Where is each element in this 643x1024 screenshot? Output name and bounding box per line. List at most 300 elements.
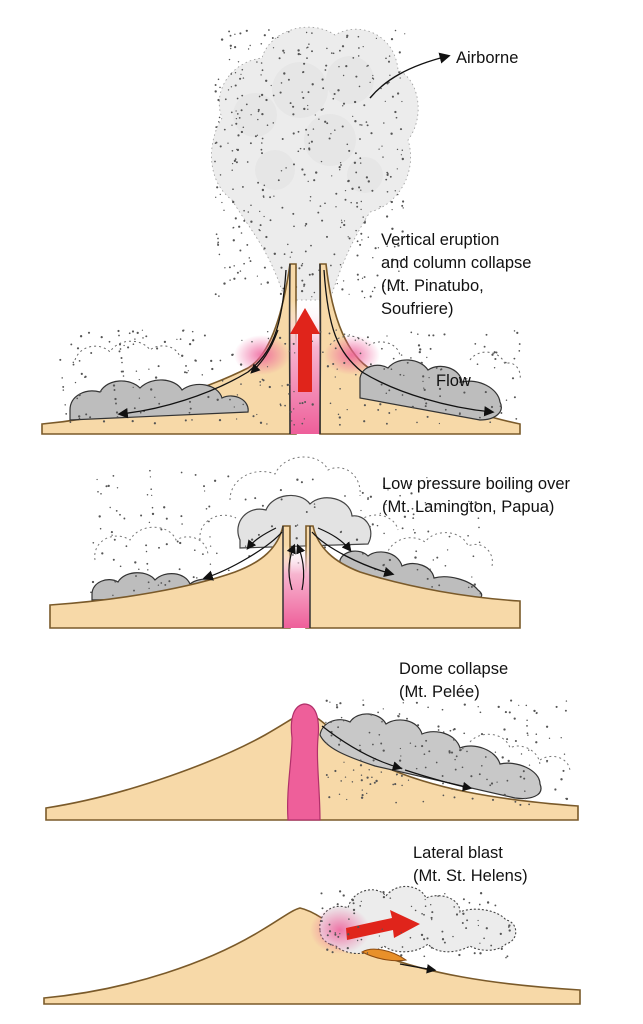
- stipple-dot: [428, 750, 430, 752]
- stipple-dot: [210, 545, 211, 546]
- stipple-dot: [361, 239, 362, 240]
- stipple-dot: [335, 376, 336, 377]
- stipple-dot: [442, 775, 444, 777]
- stipple-dot: [400, 128, 402, 130]
- stipple-dot: [234, 34, 235, 35]
- stipple-dot: [210, 563, 211, 564]
- stipple-dot: [463, 898, 465, 900]
- stipple-dot: [233, 227, 235, 229]
- stipple-dot: [293, 132, 295, 134]
- stipple-dot: [354, 120, 356, 122]
- stipple-dot: [281, 207, 283, 209]
- stipple-dot: [136, 370, 137, 371]
- stipple-dot: [449, 536, 451, 538]
- stipple-dot: [320, 331, 322, 333]
- pink-glow-left: [234, 335, 290, 375]
- stipple-dot: [468, 587, 470, 589]
- stipple-dot: [293, 408, 294, 409]
- lateral-blast-title: [413, 842, 528, 888]
- stipple-dot: [509, 929, 511, 931]
- stipple-dot: [554, 788, 556, 790]
- stipple-dot: [298, 267, 300, 269]
- stipple-dot: [217, 99, 219, 101]
- stipple-dot: [342, 105, 343, 106]
- stipple-dot: [363, 46, 364, 47]
- stipple-dot: [231, 86, 232, 87]
- stipple-dot: [63, 389, 64, 390]
- stipple-dot: [339, 388, 341, 390]
- stipple-dot: [450, 730, 452, 732]
- stipple-dot: [290, 411, 292, 413]
- stipple-dot: [217, 244, 219, 246]
- stipple-dot: [269, 386, 271, 388]
- stipple-dot: [371, 190, 373, 192]
- stipple-dot: [350, 202, 352, 204]
- stipple-dot: [176, 339, 177, 340]
- stipple-dot: [343, 762, 344, 763]
- stipple-dot: [345, 190, 346, 191]
- stipple-dot: [386, 335, 387, 336]
- stipple-dot: [243, 210, 245, 212]
- stipple-dot: [340, 162, 341, 163]
- stipple-dot: [148, 581, 150, 583]
- stipple-dot: [330, 944, 332, 946]
- stipple-dot: [480, 593, 481, 594]
- stipple-dot: [536, 712, 538, 714]
- stipple-dot: [215, 126, 217, 128]
- stipple-dot: [410, 332, 412, 334]
- stipple-dot: [293, 391, 294, 392]
- stipple-dot: [158, 403, 160, 405]
- stipple-dot: [357, 274, 359, 276]
- stipple-dot: [416, 768, 418, 770]
- stipple-dot: [549, 738, 550, 739]
- stipple-dot: [150, 488, 152, 490]
- stipple-dot: [293, 163, 295, 165]
- stipple-dot: [219, 117, 221, 119]
- stipple-dot: [394, 783, 396, 785]
- stipple-dot: [76, 398, 78, 400]
- stipple-dot: [402, 158, 404, 160]
- stipple-dot: [395, 802, 397, 804]
- stipple-dot: [228, 569, 230, 571]
- stipple-dot: [421, 934, 423, 936]
- stipple-dot: [527, 732, 529, 734]
- stipple-dot: [279, 57, 281, 59]
- stipple-dot: [140, 412, 142, 414]
- stipple-dot: [304, 418, 305, 419]
- stipple-dot: [343, 280, 344, 281]
- stipple-dot: [244, 278, 246, 280]
- stipple-dot: [261, 283, 262, 284]
- stipple-dot: [519, 343, 521, 345]
- stipple-dot: [326, 743, 327, 744]
- stipple-dot: [338, 414, 339, 415]
- stipple-dot: [400, 954, 402, 956]
- stipple-dot: [327, 365, 329, 367]
- stipple-dot: [248, 48, 249, 49]
- stipple-dot: [195, 474, 197, 476]
- stipple-dot: [380, 743, 382, 745]
- stipple-dot: [388, 389, 390, 391]
- stipple-dot: [506, 738, 508, 740]
- stipple-dot: [415, 550, 417, 552]
- stipple-dot: [447, 549, 448, 550]
- stipple-dot: [284, 405, 286, 407]
- stipple-dot: [308, 43, 310, 45]
- stipple-dot: [362, 278, 363, 279]
- stipple-dot: [370, 132, 372, 134]
- stipple-dot: [88, 332, 90, 334]
- stipple-dot: [142, 330, 143, 331]
- stipple-dot: [383, 122, 385, 124]
- stipple-dot: [473, 555, 475, 557]
- stipple-dot: [562, 770, 564, 772]
- stipple-dot: [246, 30, 248, 32]
- stipple-dot: [202, 374, 203, 375]
- stipple-dot: [401, 205, 403, 207]
- stipple-dot: [158, 547, 160, 549]
- stipple-dot: [105, 485, 107, 487]
- stipple-dot: [146, 551, 148, 553]
- stipple-dot: [361, 201, 362, 202]
- stipple-dot: [310, 245, 312, 247]
- stipple-dot: [301, 265, 303, 267]
- stipple-dot: [139, 379, 140, 380]
- stipple-dot: [443, 333, 445, 335]
- stipple-dot: [290, 102, 292, 104]
- stipple-dot: [520, 776, 522, 778]
- stipple-dot: [452, 936, 453, 937]
- stipple-dot: [346, 799, 347, 800]
- stipple-dot: [346, 36, 348, 38]
- stipple-dot: [431, 947, 433, 949]
- stipple-dot: [425, 405, 427, 407]
- stipple-dot: [327, 777, 328, 778]
- stipple-dot: [62, 386, 64, 388]
- stipple-dot: [386, 215, 388, 217]
- stipple-dot: [369, 526, 371, 528]
- stipple-dot: [352, 781, 353, 782]
- stipple-dot: [241, 95, 243, 97]
- stipple-dot: [260, 422, 262, 424]
- stipple-dot: [391, 368, 393, 370]
- stipple-dot: [149, 522, 150, 523]
- stipple-dot: [250, 260, 252, 262]
- stipple-dot: [322, 87, 324, 89]
- stipple-dot: [134, 407, 136, 409]
- stipple-dot: [367, 336, 369, 338]
- stipple-dot: [489, 421, 491, 423]
- stipple-dot: [478, 706, 479, 707]
- stipple-dot: [494, 351, 496, 353]
- stipple-dot: [234, 46, 236, 48]
- stipple-dot: [386, 423, 388, 425]
- stipple-dot: [220, 360, 222, 362]
- stipple-dot: [404, 33, 405, 34]
- stipple-dot: [354, 101, 356, 103]
- stipple-dot: [290, 256, 291, 257]
- stipple-dot: [353, 769, 354, 770]
- stipple-dot: [267, 281, 269, 283]
- stipple-dot: [284, 253, 286, 255]
- stipple-dot: [427, 707, 429, 709]
- stipple-dot: [355, 374, 357, 376]
- stipple-dot: [362, 492, 364, 494]
- stipple-dot: [251, 538, 253, 540]
- stipple-dot: [320, 205, 322, 207]
- stipple-dot: [472, 798, 474, 800]
- stipple-dot: [357, 279, 359, 281]
- dome-title-line-1: Dome collapse: [399, 660, 509, 678]
- stipple-dot: [73, 362, 74, 363]
- stipple-dot: [333, 52, 335, 54]
- stipple-dot: [266, 423, 267, 424]
- stipple-dot: [360, 162, 361, 163]
- stipple-dot: [496, 352, 498, 354]
- stipple-dot: [402, 394, 404, 396]
- stipple-dot: [311, 296, 312, 297]
- stipple-dot: [218, 295, 220, 297]
- stipple-dot: [341, 717, 342, 718]
- stipple-dot: [229, 279, 230, 280]
- stipple-dot: [387, 191, 389, 193]
- stipple-dot: [221, 38, 223, 40]
- stipple-dot: [431, 586, 433, 588]
- stipple-dot: [236, 161, 238, 163]
- stipple-dot: [233, 278, 235, 280]
- stipple-dot: [348, 544, 350, 546]
- stipple-dot: [249, 257, 251, 259]
- stipple-dot: [236, 149, 237, 150]
- stipple-dot: [330, 265, 332, 267]
- stipple-dot: [231, 125, 232, 126]
- stipple-dot: [92, 542, 94, 544]
- stipple-dot: [402, 946, 404, 948]
- lateral-title-line-1: Lateral blast: [413, 844, 503, 862]
- stipple-dot: [424, 389, 426, 391]
- stipple-dot: [232, 150, 234, 152]
- stipple-dot: [326, 122, 328, 124]
- stipple-dot: [326, 48, 328, 50]
- stipple-dot: [303, 108, 305, 110]
- stipple-dot: [386, 393, 388, 395]
- stipple-dot: [195, 360, 197, 362]
- stipple-dot: [399, 759, 401, 761]
- stipple-dot: [242, 69, 244, 71]
- stipple-dot: [217, 399, 219, 401]
- stipple-dot: [509, 711, 511, 713]
- stipple-dot: [313, 179, 315, 181]
- stipple-dot: [145, 544, 147, 546]
- stipple-dot: [246, 104, 248, 106]
- stipple-dot: [361, 901, 362, 902]
- stipple-dot: [360, 353, 362, 355]
- stipple-dot: [298, 131, 300, 133]
- stipple-dot: [120, 348, 122, 350]
- stipple-dot: [485, 391, 487, 393]
- stipple-dot: [516, 332, 518, 334]
- stipple-dot: [132, 420, 134, 422]
- stipple-dot: [480, 711, 482, 713]
- stipple-dot: [339, 169, 340, 170]
- stipple-dot: [182, 330, 184, 332]
- stipple-dot: [315, 114, 316, 115]
- stipple-dot: [303, 63, 305, 65]
- stipple-dot: [500, 933, 502, 935]
- stipple-dot: [360, 764, 362, 766]
- stipple-dot: [227, 475, 229, 477]
- stipple-dot: [271, 85, 272, 86]
- stipple-dot: [261, 113, 263, 115]
- stipple-dot: [356, 206, 358, 208]
- stipple-dot: [514, 718, 516, 720]
- stipple-dot: [242, 186, 244, 188]
- stipple-dot: [362, 704, 364, 706]
- stipple-dot: [358, 55, 360, 57]
- stipple-dot: [526, 725, 528, 727]
- stipple-dot: [486, 927, 488, 929]
- stipple-dot: [487, 901, 489, 903]
- stipple-dot: [250, 204, 252, 206]
- stipple-dot: [359, 157, 361, 159]
- stipple-dot: [264, 267, 266, 269]
- stipple-dot: [335, 206, 336, 207]
- stipple-dot: [368, 236, 369, 237]
- stipple-dot: [261, 62, 263, 64]
- stipple-dot: [385, 101, 386, 102]
- stipple-dot: [454, 796, 456, 798]
- stipple-dot: [164, 584, 166, 586]
- stipple-dot: [334, 932, 336, 934]
- boiling-example-line-1: (Mt. Lamington, Papua): [382, 498, 555, 516]
- stipple-dot: [116, 510, 118, 512]
- stipple-dot: [261, 152, 263, 154]
- stipple-dot: [370, 714, 372, 716]
- stipple-dot: [217, 238, 219, 240]
- stipple-dot: [459, 749, 461, 751]
- stipple-dot: [79, 360, 81, 362]
- stipple-dot: [189, 412, 191, 414]
- stipple-dot: [262, 189, 264, 191]
- stipple-dot: [250, 221, 252, 223]
- stipple-dot: [335, 347, 337, 349]
- stipple-dot: [538, 778, 539, 779]
- stipple-dot: [339, 890, 341, 892]
- stipple-dot: [216, 233, 218, 235]
- stipple-dot: [372, 744, 374, 746]
- stipple-dot: [397, 92, 399, 94]
- stipple-dot: [397, 715, 398, 716]
- stipple-dot: [209, 536, 210, 537]
- stipple-dot: [443, 795, 445, 797]
- stipple-dot: [362, 553, 364, 555]
- stipple-dot: [160, 582, 162, 584]
- stipple-dot: [145, 335, 147, 337]
- stipple-dot: [281, 82, 283, 84]
- stipple-dot: [343, 720, 344, 721]
- stipple-dot: [312, 403, 314, 405]
- stipple-dot: [295, 525, 297, 527]
- stipple-dot: [73, 364, 75, 366]
- stipple-dot: [505, 711, 507, 713]
- stipple-dot: [268, 29, 270, 31]
- stipple-dot: [147, 569, 148, 570]
- stipple-dot: [391, 201, 393, 203]
- stipple-dot: [442, 938, 444, 940]
- stipple-dot: [269, 196, 271, 198]
- stipple-dot: [378, 148, 379, 149]
- stipple-dot: [442, 709, 444, 711]
- stipple-dot: [438, 584, 440, 586]
- stipple-dot: [496, 781, 497, 782]
- stipple-dot: [402, 200, 404, 202]
- stipple-dot: [360, 233, 362, 235]
- stipple-dot: [219, 419, 221, 421]
- stipple-dot: [249, 45, 250, 46]
- stipple-dot: [242, 404, 244, 406]
- stipple-dot: [300, 148, 302, 150]
- stipple-dot: [410, 937, 412, 939]
- stipple-dot: [481, 765, 483, 767]
- stipple-dot: [401, 932, 402, 933]
- stipple-dot: [306, 32, 307, 33]
- stipple-dot: [230, 48, 231, 49]
- stipple-dot: [417, 569, 419, 571]
- stipple-dot: [100, 493, 102, 495]
- stipple-dot: [427, 531, 429, 533]
- stipple-dot: [224, 129, 226, 131]
- panel-dome-collapse: [46, 699, 578, 820]
- stipple-dot: [326, 949, 328, 951]
- stipple-dot: [445, 565, 447, 567]
- stipple-dot: [111, 531, 113, 533]
- stipple-dot: [372, 257, 373, 258]
- stipple-dot: [232, 163, 233, 164]
- stipple-dot: [418, 344, 420, 346]
- stipple-dot: [456, 789, 457, 790]
- stipple-dot: [431, 911, 433, 913]
- stipple-dot: [325, 722, 326, 723]
- stipple-dot: [390, 176, 392, 178]
- stipple-dot: [396, 117, 398, 119]
- stipple-dot: [243, 220, 245, 222]
- stipple-dot: [523, 778, 525, 780]
- stipple-dot: [403, 375, 404, 376]
- stipple-dot: [150, 476, 151, 477]
- stipple-dot: [340, 264, 341, 265]
- stipple-dot: [258, 534, 260, 536]
- stipple-dot: [280, 92, 282, 94]
- stipple-dot: [70, 421, 72, 423]
- stipple-dot: [378, 247, 379, 248]
- stipple-dot: [400, 755, 401, 756]
- stipple-dot: [426, 937, 428, 939]
- stipple-dot: [344, 220, 345, 221]
- stipple-dot: [415, 910, 417, 912]
- stipple-dot: [323, 108, 324, 109]
- stipple-dot: [506, 399, 507, 400]
- stipple-dot: [243, 127, 245, 129]
- stipple-dot: [353, 899, 354, 900]
- stipple-dot: [315, 171, 317, 173]
- stipple-dot: [438, 729, 440, 731]
- stipple-dot: [289, 350, 291, 352]
- stipple-dot: [216, 186, 218, 188]
- stipple-dot: [491, 406, 493, 408]
- stipple-dot: [518, 705, 519, 706]
- stipple-dot: [390, 133, 392, 135]
